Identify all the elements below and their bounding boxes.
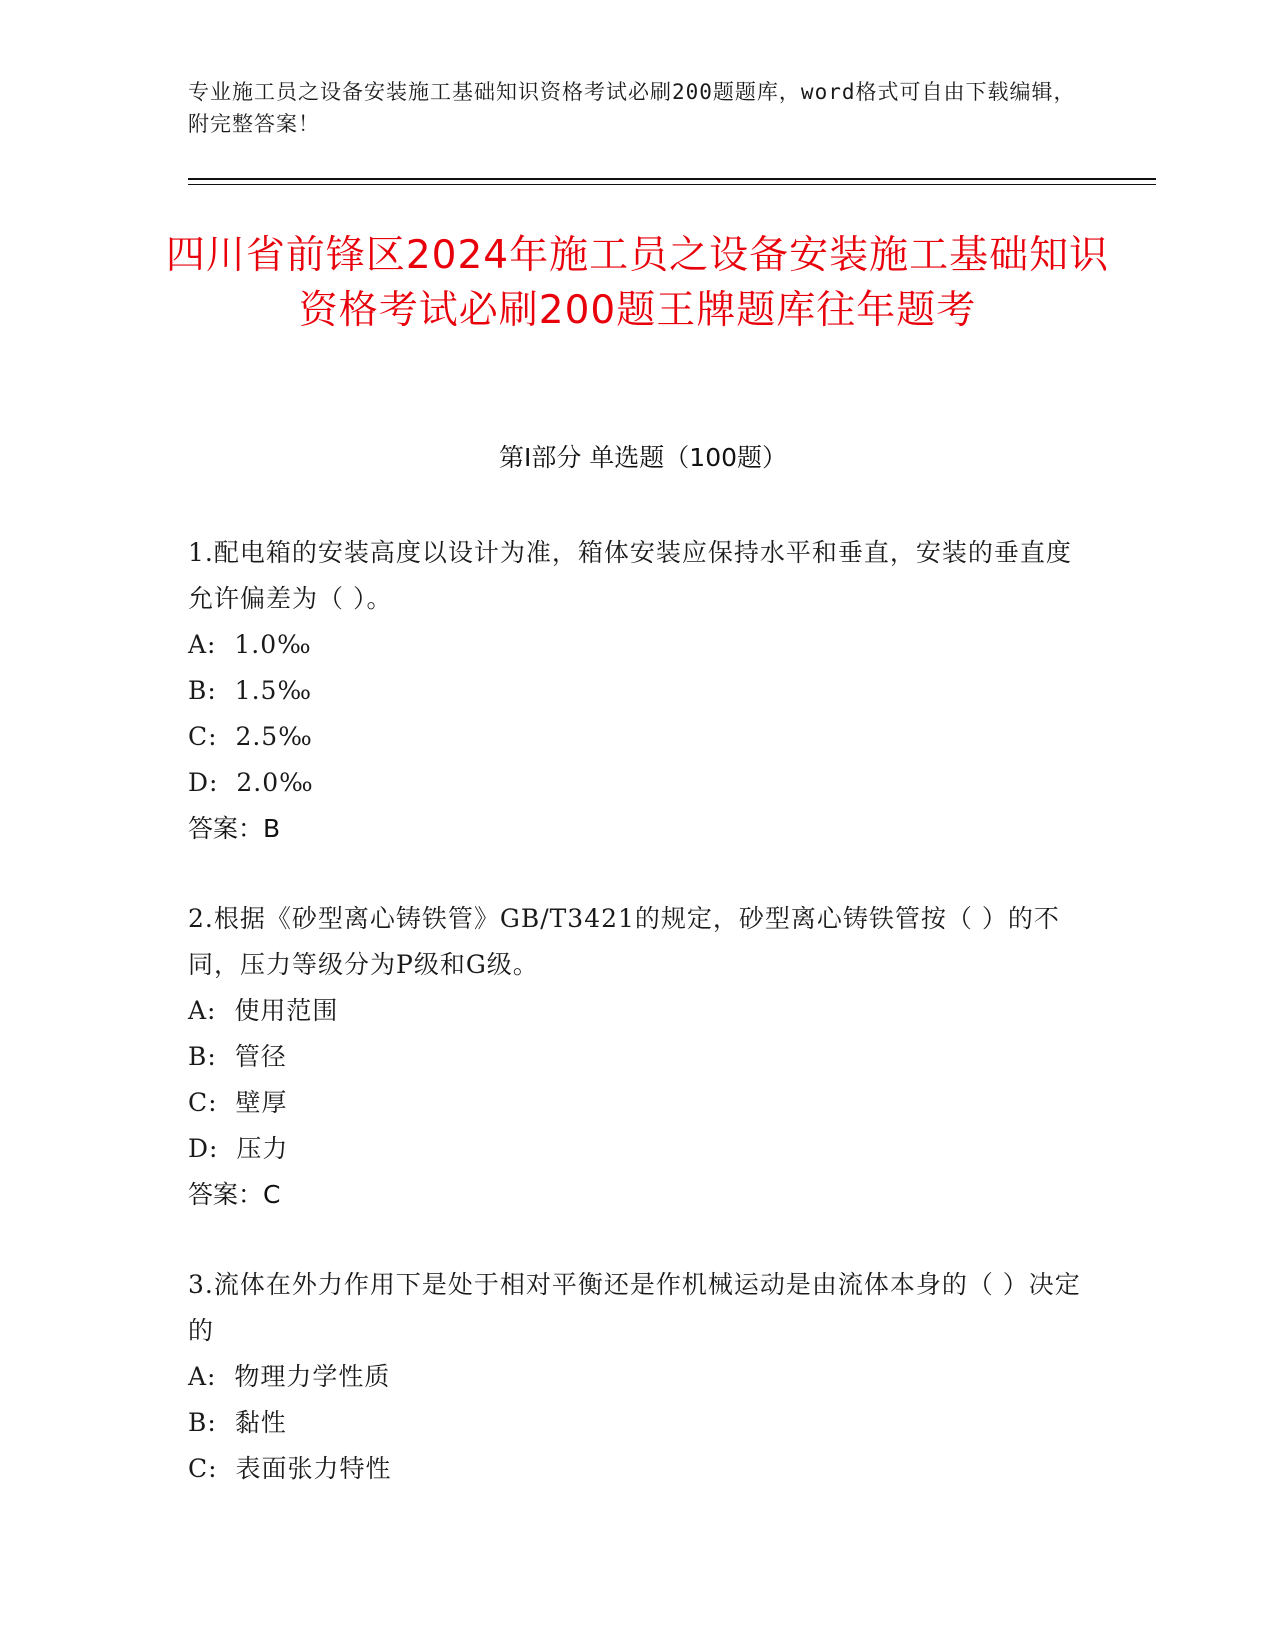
question-stem: 3.流体在外力作用下是处于相对平衡还是作机械运动是由流体本身的（ ）决定的 bbox=[188, 1270, 1081, 1345]
question-3 bbox=[188, 1262, 1088, 1492]
header-divider-thick bbox=[188, 178, 1156, 180]
option-b: B: 管径 bbox=[188, 1042, 287, 1071]
option-c: C: 表面张力特性 bbox=[188, 1454, 392, 1483]
question-2 bbox=[188, 896, 1088, 1218]
section-title: 第Ⅰ部分 单选题（100题） bbox=[498, 443, 788, 472]
answer: 答案：C bbox=[188, 1180, 281, 1209]
option-a: A: 物理力学性质 bbox=[188, 1362, 391, 1391]
option-c: C: 2.5‰ bbox=[188, 722, 313, 751]
question-stem: 2.根据《砂型离心铸铁管》GB/T3421的规定，砂型离心铸铁管按（ ）的不同，压力等级分为P级和G级。 bbox=[188, 904, 1060, 979]
header-note: 专业施工员之设备安装施工基础知识资格考试必刷200题题库，word格式可自由下载编辑，附完整答案！ bbox=[188, 80, 1076, 136]
question-stem: 1.配电箱的安装高度以设计为准，箱体安装应保持水平和垂直，安装的垂直度允许偏差为（ ）。 bbox=[188, 538, 1072, 613]
question-1 bbox=[188, 530, 1088, 852]
header-divider-thin bbox=[188, 184, 1156, 185]
question-list bbox=[188, 530, 1088, 1536]
option-b: B: 黏性 bbox=[188, 1408, 287, 1437]
option-d: D: 压力 bbox=[188, 1134, 289, 1163]
option-b: B: 1.5‰ bbox=[188, 676, 312, 705]
answer: 答案：B bbox=[188, 814, 281, 843]
option-a: A: 使用范围 bbox=[188, 996, 339, 1025]
option-a: A: 1.0‰ bbox=[188, 630, 312, 659]
option-c: C: 壁厚 bbox=[188, 1088, 288, 1117]
document-title: 四川省前锋区2024年施工员之设备安装施工基础知识资格考试必刷200题王牌题库往年题考 bbox=[165, 233, 1110, 333]
option-d: D: 2.0‰ bbox=[188, 768, 314, 797]
